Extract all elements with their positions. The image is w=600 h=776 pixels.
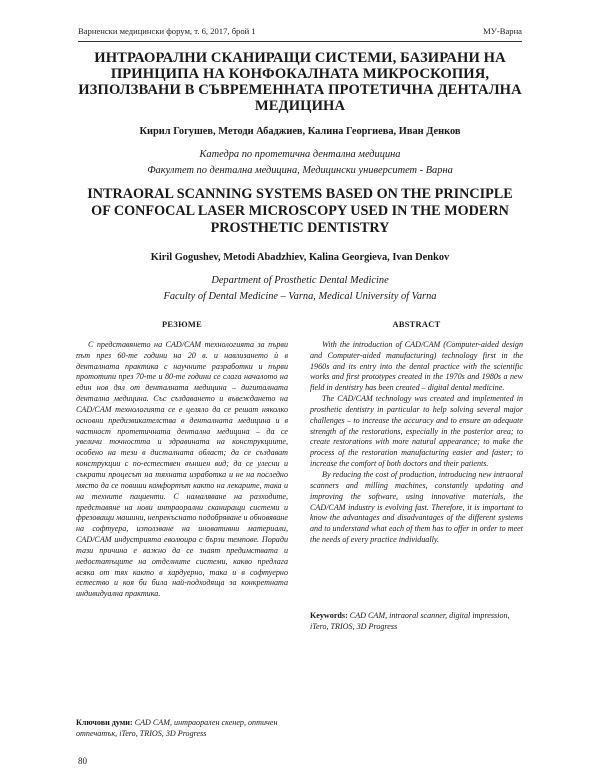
publisher: МУ-Варна <box>483 26 522 36</box>
abstract-paragraph-3: By reducing the cost of production, introducing new intraoral scanners and milling machines, constantly updating and improving the software, using innovative materials, the CAD/CAM industry is evolving fast. Therefore, it is important to know the advantages and disadvantages of the different systems and to understand what each of them has to offer in order to meet the needs of every practice individually. <box>310 469 523 545</box>
department-english: Department of Prosthetic Dental Medicine <box>211 275 389 286</box>
keywords-english <box>310 611 523 633</box>
abstract-english <box>310 320 523 546</box>
affiliation-bulgarian <box>78 147 522 178</box>
abstract-paragraph-1: With the introduction of CAD/CAM (Computer-aided design and Computer-aided manufacturing) technology first in the 1960s and its entry into the dental practice with the scientific works and first prototypes created in the 1970s and 1980s a new field in dentistry has been created – digital dental medicine. <box>310 339 523 393</box>
department-bulgarian: Катедра по протетична дентална медицина <box>199 149 401 160</box>
abstract-text-bulgarian: С представянето на CAD/CAM технологията за първи път през 60-те години на 20 в. и навлизането ѝ в денталната практика с научните разработки и първи прототипи през 70-те и 80-те години се слага началото на един нов дял от денталната медицина – дигиталната дентална медицина. Със създаването и въвеждането на CAD/CAM технологията се е целяло да се решат няколко основни предизвикателства в денталната медицина и в частност протетичната дентална медицина – да се увеличи точността и здравината на конструкциите, особено на тези в дисталната област; да се създават конструкции с по-естествен външен вид; да се улесни и съкрати процесът на тяхната изработка и не на последно място да се повиши комфортът както на лекарите, така и на техните пациенти. С намаляване на разходите, представяне на нови интраорални сканиращи системи и фрезоващи машини, непрекъснато подобряване и обновяване на софтуера, използване на иновативни материали, CAD/CAM индустрията еволюира с бързи темпове. Поради тази причина е важно да се знаят предимствата и недостатъците на отделните системи, какво предлага всяка от тях както в хардуерно, така и в софтуерно естество и коя би била най-подходяща за конкретната индивидуална практика. <box>76 339 288 599</box>
abstract-heading-bulgarian: РЕЗЮМЕ <box>162 320 202 329</box>
keywords-text-bulgarian: CAD CAM, интраорален скенер, оптичен отпечатък, iTero, TRIOS, 3D Progress <box>76 718 278 738</box>
abstract-heading-english: ABSTRACT <box>392 320 441 329</box>
running-header <box>78 26 522 36</box>
faculty-bulgarian: Факултет по дентална медицина, Медицински университет - Варна <box>147 164 453 176</box>
title-bulgarian: ИНТРАОРАЛНИ СКАНИРАЩИ СИСТЕМИ, БАЗИРАНИ НА ПРИНЦИПА НА КОНФОКАЛНАТА МИКРОСКОПИЯ, ИЗПОЛЗВАНИ В СЪВРЕМЕННАТА ПРОТЕТИЧНА ДЕНТАЛНА МЕДИЦИНА <box>78 50 522 114</box>
page-number: 80 <box>78 756 87 766</box>
header-divider <box>78 41 522 42</box>
abstract-paragraph-2: The CAD/CAM technology was created and implemented in prosthetic dentistry in particular to help solving several major challenges – to increase the accuracy and to ensure an adequate strength of the restorations, especially in the posterior area; to create restorations with more natural appearance; to make the process of the restoration manufacturing easier and faster; to increase the comfort of both doctors and their patients. <box>310 394 523 469</box>
authors-english: Kiril Gogushev, Metodi Abadzhiev, Kalina Georgieva, Ivan Denkov <box>150 252 450 263</box>
authors-bulgarian: Кирил Гогушев, Методи Абаджиев, Калина Георгиева, Иван Денков <box>139 126 461 137</box>
journal-info: Варненски медицински форум, т. 6, 2017, брой 1 <box>78 26 256 36</box>
keywords-label-english: Keywords: <box>310 611 348 620</box>
keywords-label-bulgarian: Ключови думи: <box>76 718 133 727</box>
faculty-english: Faculty of Dental Medicine – Varna, Medical University of Varna <box>163 290 437 302</box>
keywords-text-english: CAD CAM, intraoral scanner, digital impression, iTero, TRIOS, 3D Progress <box>310 611 510 631</box>
keywords-bulgarian <box>76 718 288 740</box>
abstract-bulgarian <box>76 320 288 600</box>
affiliation-english <box>78 273 522 304</box>
title-english: INTRAORAL SCANNING SYSTEMS BASED ON THE PRINCIPLE OF CONFOCAL LASER MICROSCOPY USED IN THE MODERN PROSTHETIC DENTISTRY <box>87 186 513 236</box>
